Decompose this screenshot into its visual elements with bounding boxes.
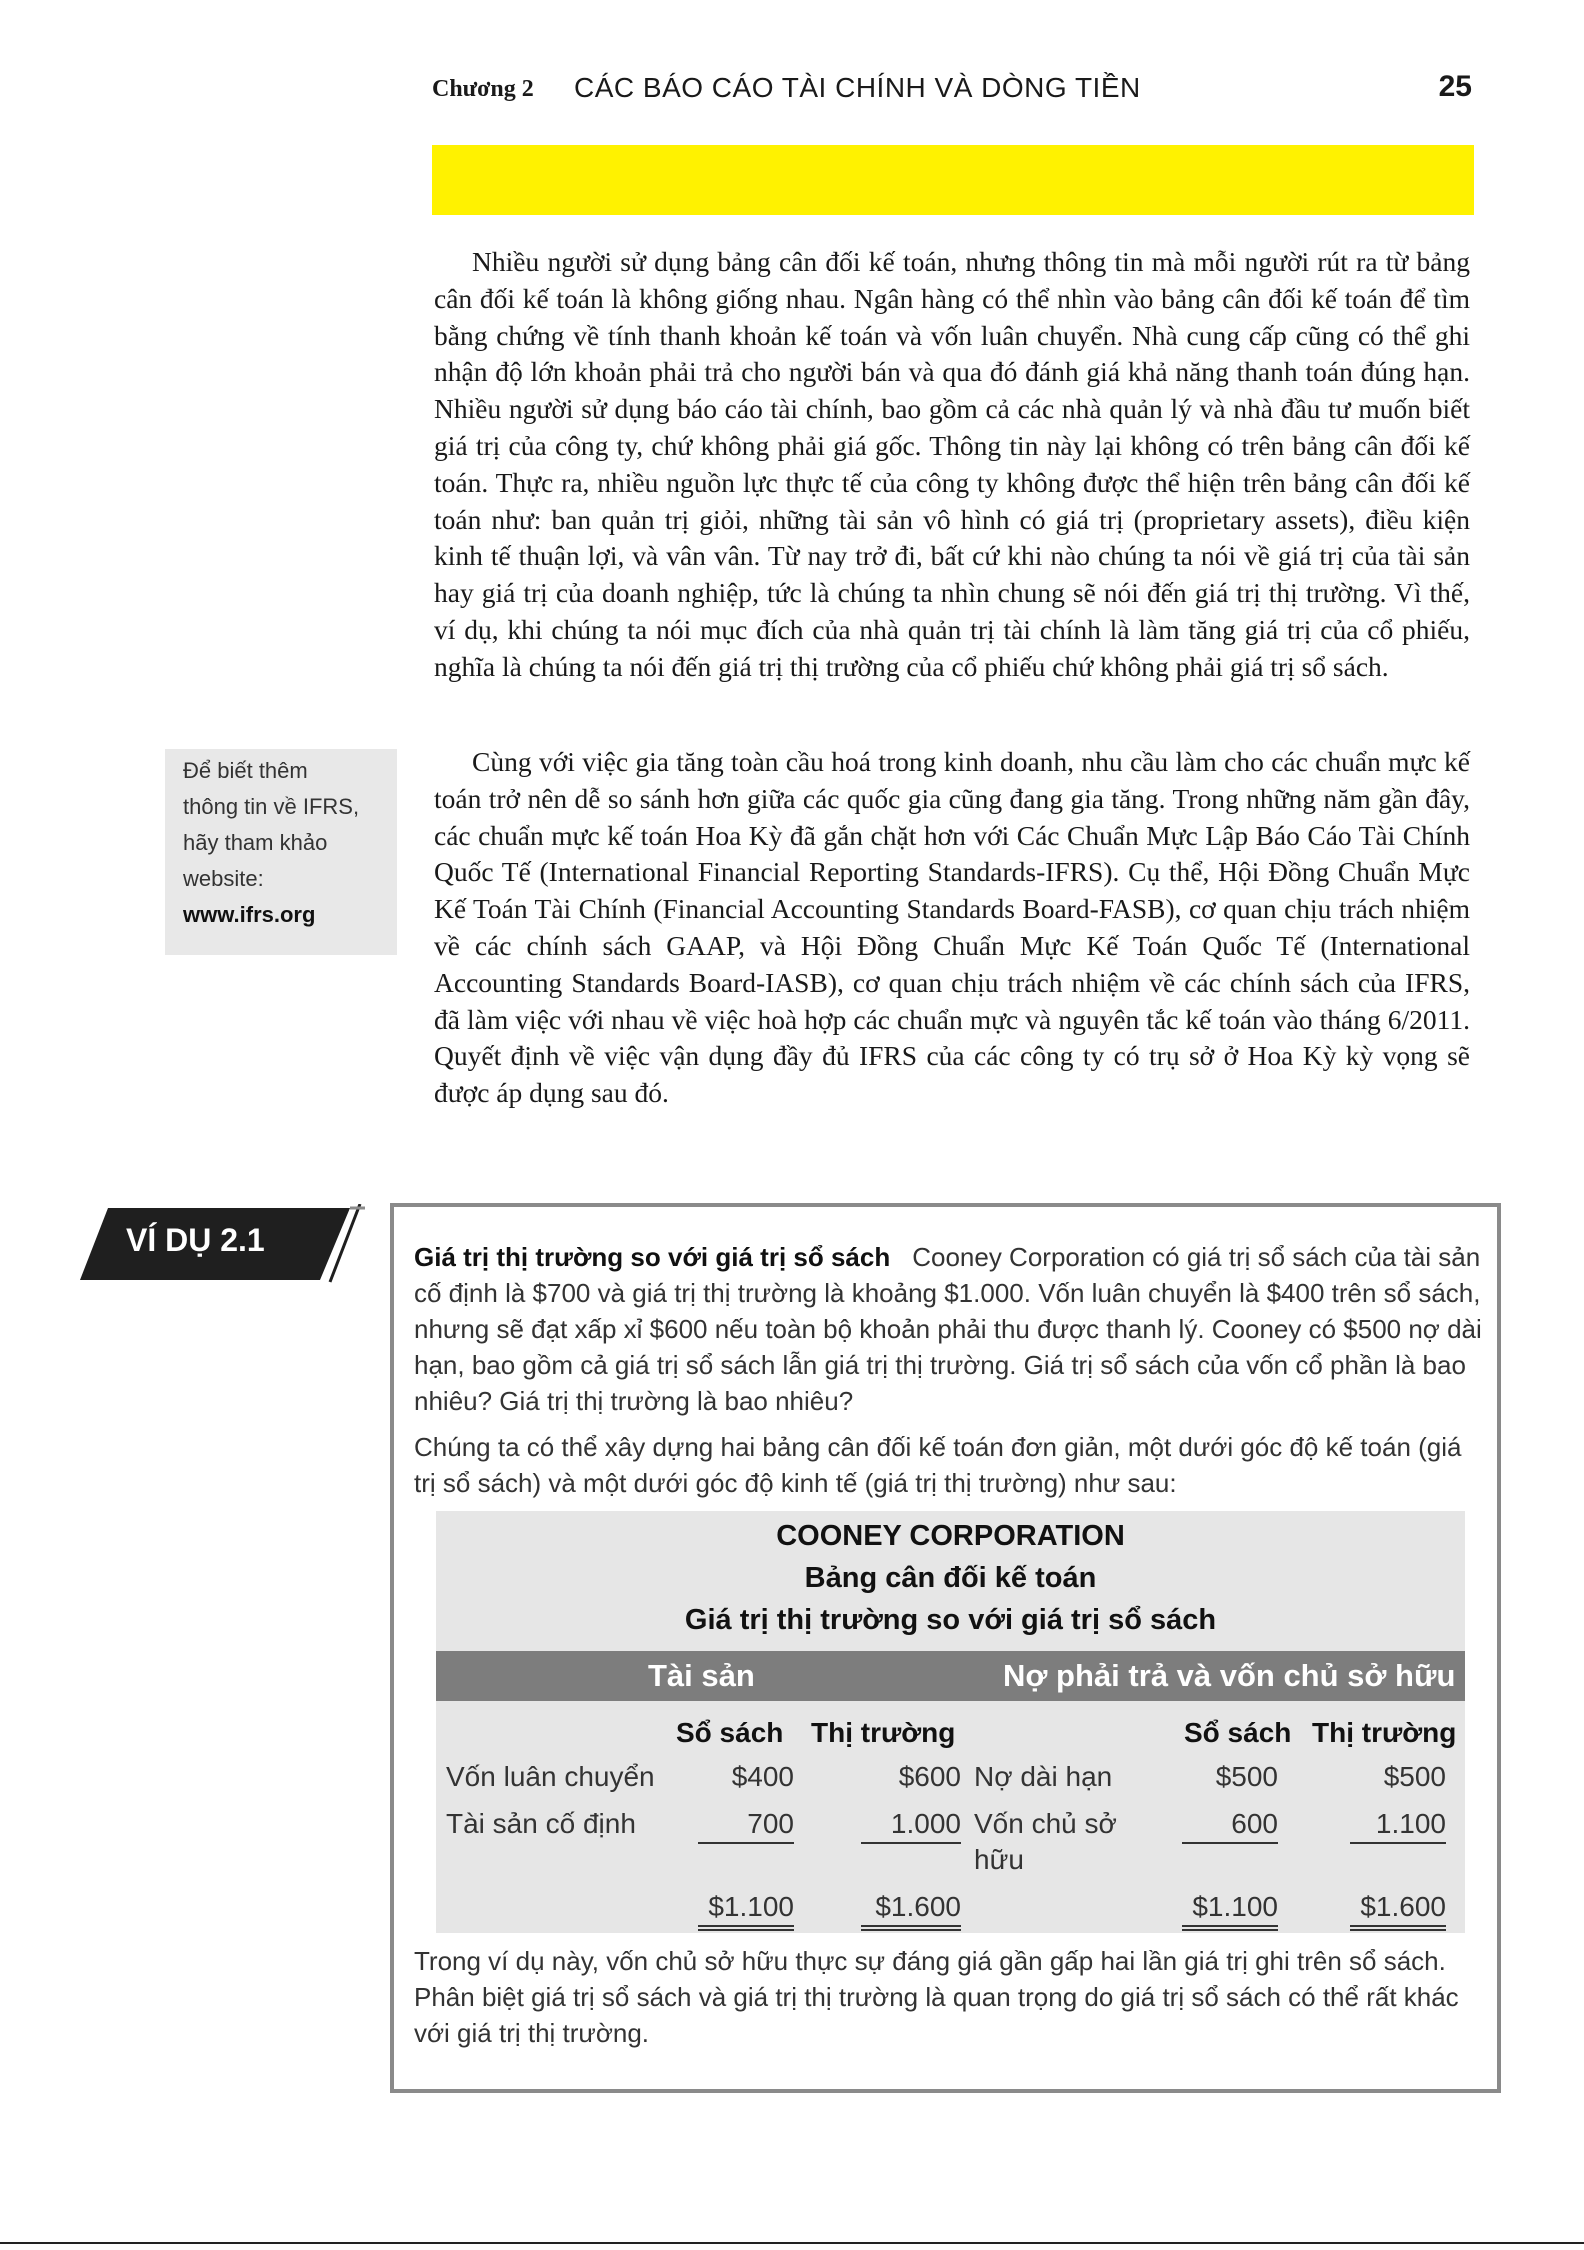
example-tag-label: VÍ DỤ 2.1 <box>126 1222 265 1258</box>
assets-header: Tài sản <box>648 1658 755 1693</box>
assets-book-total: $1.100 <box>698 1889 794 1931</box>
sidenote-line: thông tin về IFRS, <box>183 794 360 819</box>
example-title: Giá trị thị trường so với giá trị sổ sách <box>414 1242 891 1272</box>
asset-market-value: $600 <box>898 1761 961 1792</box>
assets-col-book: Sổ sách <box>676 1717 784 1748</box>
body-paragraph-2 <box>434 744 1470 1112</box>
chapter-label: Chương 2 <box>432 76 534 102</box>
example-conclusion: Trong ví dụ này, vốn chủ sở hữu thực sự đáng giá gần gấp hai lần giá trị ghi trên sổ sách. Phân biệt giá trị sổ sách và giá trị thị trường là quan trọng do giá trị sổ sách có thể rất khác với giá trị thị trường. <box>414 1946 1459 2048</box>
body-paragraph-1-text: Nhiều người sử dụng bảng cân đối kế toán, nhưng thông tin mà mỗi người rút ra từ bảng cân đối kế toán là không giống nhau. Ngân hàng có thể nhìn vào bảng cân đối kế toán để tìm bằng chứng về tính thanh khoản kế toán và vốn luân chuyển. Nhà cung cấp cũng có thể ghi nhận độ lớn khoản phải trả cho người bán và qua đó đánh giá khả năng thanh toán đúng hạn. Nhiều người sử dụng báo cáo tài chính, bao gồm cả các nhà quản lý và nhà đầu tư muốn biết giá trị của công ty, chứ không phải giá gốc. Thông tin này lại không có trên bảng cân đối kế toán. Thực ra, nhiều nguồn lực thực tế của công ty không được thể hiện trên bảng cân đối kế toán như: ban quản trị giỏi, những tài sản vô hình có giá trị (proprietary assets), điều kiện kinh tế thuận lợi, và vân vân. Từ nay trở đi, bất cứ khi nào chúng ta nói về giá trị của tài sản hay giá trị của doanh nghiệp, tức là chúng ta nhìn chung sẽ nói đến giá trị thị trường. Vì thế, ví dụ, khi chúng ta nói mục đích của nhà quản trị tài chính là làm tăng giá trị của cổ phiếu, nghĩa là chúng ta nói đến giá trị thị trường của cổ phiếu chứ không phải giá trị sổ sách. <box>434 246 1470 682</box>
body-paragraph-2-text: Cùng với việc gia tăng toàn cầu hoá trong kinh doanh, nhu cầu làm cho các chuẩn mực kế toán trở nên dễ so sánh hơn giữa các quốc gia cũng đang gia tăng. Trong những năm gần đây, các chuẩn mực kế toán Hoa Kỳ đã gắn chặt hơn với Các Chuẩn Mực Lập Báo Cáo Tài Chính Quốc Tế (International Financial Reporting Standards-IFRS). Cụ thể, Hội Đồng Chuẩn Mực Kế Toán Tài Chính (Financial Accounting Standards Board-FASB), cơ quan chịu trách nhiệm về các chính sách GAAP, và Hội Đồng Chuẩn Mực Kế Toán Quốc Tế (International Accounting Standards Board-IASB), cơ quan chịu trách nhiệm về các chính sách của IFRS, đã làm việc với nhau về việc hoà hợp các chuẩn mực và nguyên tắc kế toán vào tháng 6/2011. Quyết định về việc vận dụng đầy đủ IFRS của các công ty có trụ sở ở Hoa Kỳ kỳ vọng sẽ được áp dụng sau đó. <box>434 746 1470 1109</box>
chapter-title: CÁC BÁO CÁO TÀI CHÍNH VÀ DÒNG TIỀN <box>574 72 1141 103</box>
liab-col-market: Thị trường <box>1312 1717 1457 1748</box>
highlight-bar <box>432 145 1474 215</box>
balance-sheet-subtitle: Giá trị thị trường so với giá trị sổ sách <box>684 1604 1217 1636</box>
liability-book-value: 600 <box>1182 1806 1278 1844</box>
liab-col-book: Sổ sách <box>1184 1717 1292 1748</box>
liability-book-value: $500 <box>1215 1761 1278 1792</box>
example-intro: Chúng ta có thể xây dựng hai bảng cân đối kế toán đơn giản, một dưới góc độ kế toán (giá trị sổ sách) và một dưới góc độ kinh tế (giá trị thị trường) như sau: <box>414 1432 1462 1498</box>
example-content <box>414 1239 1487 2051</box>
balance-sheet <box>436 1511 1465 1933</box>
example-tag <box>80 1204 365 1284</box>
example-question <box>414 1239 1487 1419</box>
balance-sheet-company: COONEY CORPORATION <box>776 1520 1125 1552</box>
liability-label: Vốn chủ sở hữu <box>974 1808 1117 1875</box>
liability-label: Nợ dài hạn <box>974 1761 1113 1792</box>
sidenote-line: Để biết thêm <box>183 758 308 783</box>
asset-market-value: 1.000 <box>861 1806 961 1844</box>
liab-market-total: $1.600 <box>1350 1889 1446 1931</box>
asset-label: Tài sản cố định <box>446 1808 636 1839</box>
sidenote-line: hãy tham khảo <box>183 830 328 855</box>
body-paragraph-1 <box>434 244 1470 686</box>
sidenote-line: website: <box>183 866 264 891</box>
assets-col-market: Thị trường <box>811 1717 956 1748</box>
asset-book-value: 700 <box>698 1806 794 1844</box>
page-number: 25 <box>1438 70 1472 103</box>
asset-book-value: $400 <box>731 1761 794 1792</box>
liab-book-total: $1.100 <box>1182 1889 1278 1931</box>
sidenote-box <box>165 749 397 955</box>
asset-label: Vốn luân chuyển <box>446 1761 655 1792</box>
liability-market-value: $500 <box>1383 1761 1446 1792</box>
balance-sheet-title: Bảng cân đối kế toán <box>804 1562 1097 1594</box>
example-box <box>390 1203 1501 2093</box>
liability-market-value: 1.100 <box>1350 1806 1446 1844</box>
balance-sheet-column-header <box>436 1651 1465 1701</box>
footer-rule <box>0 2242 1584 2244</box>
ifrs-link[interactable]: www.ifrs.org <box>183 902 316 927</box>
page-header <box>432 66 1472 110</box>
liabilities-header: Nợ phải trả và vốn chủ sở hữu <box>1003 1658 1456 1693</box>
assets-market-total: $1.600 <box>861 1889 961 1931</box>
example-question-text: Cooney Corporation có giá trị sổ sách của tài sản cố định là $700 và giá trị thị trường là khoảng $1.000. Vốn luân chuyển là $400 trên sổ sách, nhưng sẽ đạt xấp xỉ $600 nếu toàn bộ khoản phải thu được thanh lý. Cooney có $500 nợ dài hạn, bao gồm cả giá trị sổ sách lẫn giá trị thị trường. Giá trị sổ sách của vốn cổ phần là bao nhiêu? Giá trị thị trường là bao nhiêu? <box>414 1242 1482 1416</box>
